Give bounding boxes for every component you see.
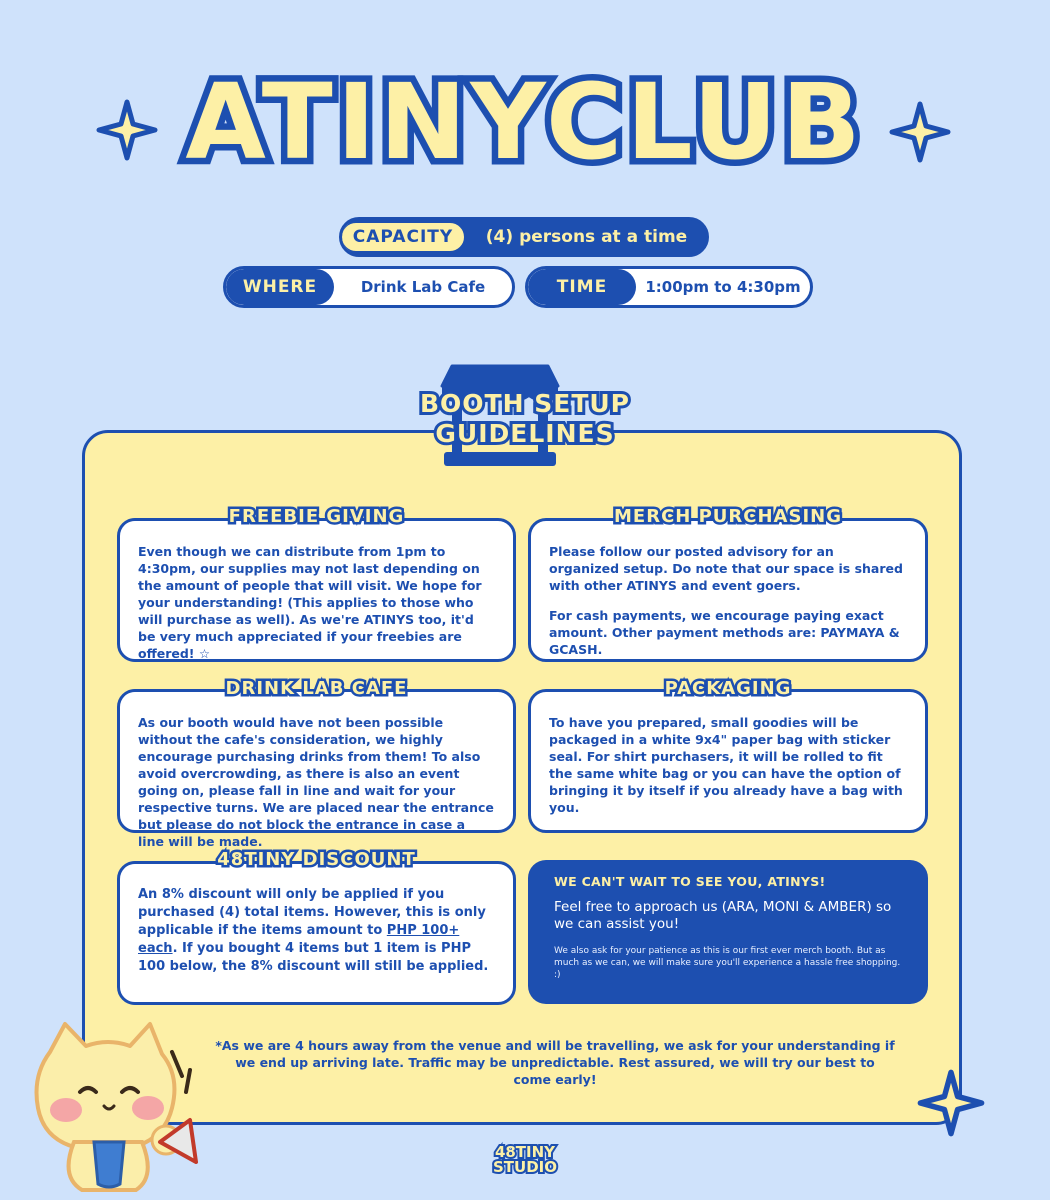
- time-label: TIME: [528, 269, 636, 305]
- merch-title: MERCH PURCHASING: [614, 506, 842, 527]
- page-title: ATINYCLUB: [185, 61, 865, 183]
- studio-logo-line2: STUDIO: [493, 1158, 557, 1176]
- packaging-body: To have you prepared, small goodies will be packaged in a white 9x4" paper bag with sticker seal. For shirt purchasers, it will be rolled to fit the same white bag or you can have the option of bringing it by itself if you already have a bag with you.: [549, 715, 903, 815]
- studio-logo-line1: 48TINY: [494, 1143, 556, 1161]
- where-label: WHERE: [226, 269, 334, 305]
- sparkle-star-icon: [916, 1068, 986, 1138]
- time-value: 1:00pm to 4:30pm: [645, 278, 801, 296]
- where-value: Drink Lab Cafe: [360, 278, 486, 296]
- packaging-card: [528, 689, 928, 833]
- drink-lab-card: [117, 689, 516, 849]
- see-you-note: We also ask for your patience as this is our first ever merch booth. But as much as we can, we will make sure you'll experience a hassle free shopping. :): [554, 946, 901, 980]
- merch-body-2: For cash payments, we encourage paying exact amount. Other payment methods are: PAYMAYA & GCASH.: [549, 608, 900, 657]
- merch-card: [528, 518, 928, 662]
- drink-lab-body: As our booth would have not been possible without the cafe's consideration, we highly encourage purchasing drinks from them! To also avoid overcrowding, as there is also an event going on, please fall in line and wait for your respective turns. We are placed near the entrance but please do not block the entrance in case a line will be made.: [138, 715, 494, 849]
- packaging-title: PACKAGING: [664, 678, 792, 699]
- capacity-info: [339, 217, 709, 257]
- studio-logo: [465, 1145, 585, 1175]
- merch-body-1: Please follow our posted advisory for an organized setup. Do note that our space is shared with other ATINYS and event goers.: [549, 544, 903, 593]
- discount-body-b: . If you bought 4 items but 1 item is PHP 100 below, the 8% discount will still be applied.: [138, 941, 489, 974]
- booth-heading-line2: GUIDELINES: [435, 419, 615, 448]
- discount-body: [138, 886, 495, 976]
- time-info: [525, 266, 813, 308]
- footnote: *As we are 4 hours away from the venue and will be travelling, we ask for your understanding if we end up arriving late. Traffic may be unpredictable. Rest assured, we will try our best to come early!: [215, 1038, 895, 1087]
- discount-body-a: An 8% discount will only be applied if you purchased (4) total items. However, this is only applicable if the items amount to: [138, 887, 486, 938]
- see-you-card: [528, 860, 928, 1004]
- where-info: [223, 266, 515, 308]
- discount-title: 48TINY DISCOUNT: [217, 849, 416, 870]
- booth-heading-line1: BOOTH SETUP: [420, 389, 630, 418]
- discount-body-underlined: PHP 100+ each: [138, 923, 460, 956]
- discount-card: [117, 861, 516, 1005]
- see-you-title: WE CAN'T WAIT TO SEE YOU, ATINYS!: [554, 874, 826, 889]
- cat-mascot-icon: [20, 1012, 200, 1197]
- see-you-body: Feel free to approach us (ARA, MONI & AMBER) so we can assist you!: [554, 899, 892, 932]
- freebie-card: [117, 518, 516, 662]
- freebie-body: Even though we can distribute from 1pm to 4:30pm, our supplies may not last depending on the amount of people that will visit. We hope for your understanding! (This applies to those who will purchase as well). As we're ATINYS too, it'd be very much appreciated if your freebies are offered! ☆: [138, 544, 482, 661]
- capacity-value: (4) persons at a time: [485, 227, 688, 247]
- drink-lab-title: DRINK LAB CAFE: [225, 678, 408, 699]
- freebie-title: FREEBIE GIVING: [228, 506, 405, 527]
- capacity-label: CAPACITY: [339, 220, 467, 254]
